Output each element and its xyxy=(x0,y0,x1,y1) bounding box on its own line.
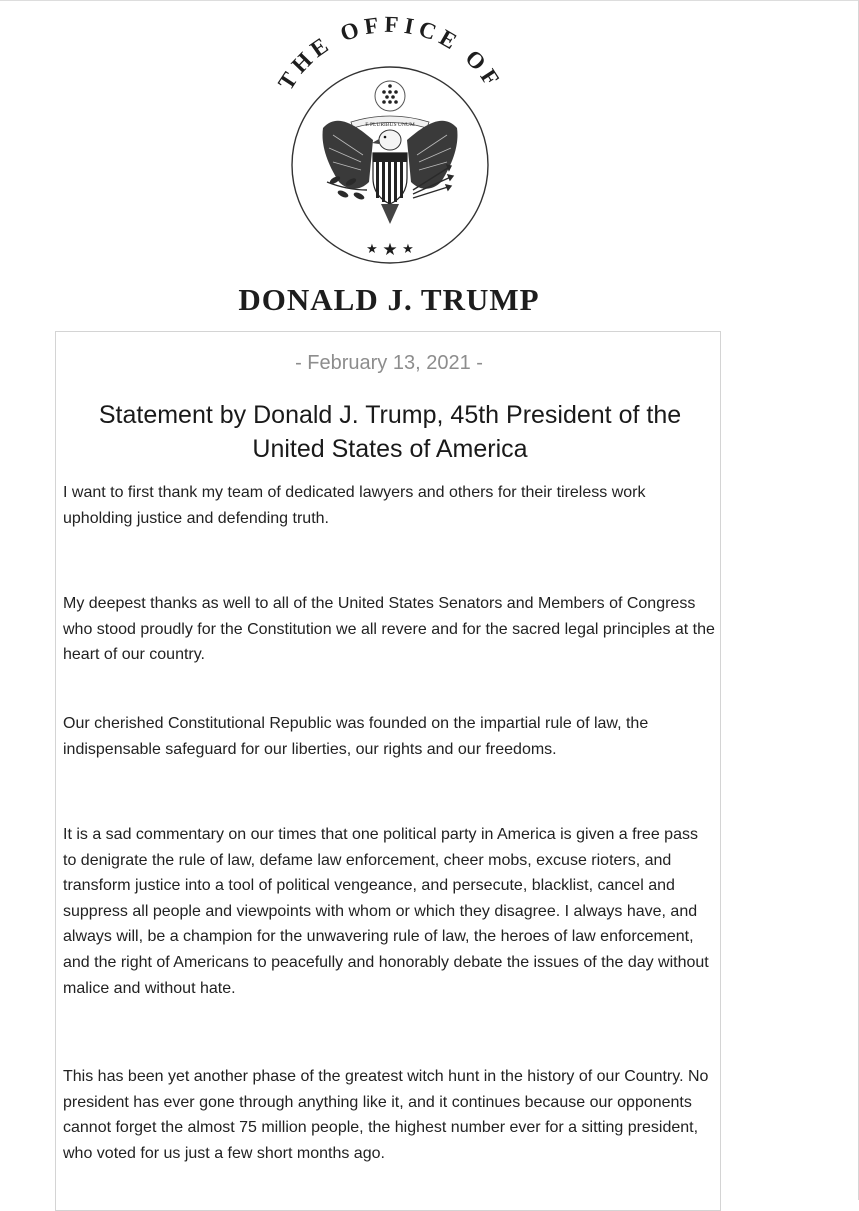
statement-title-line-1: Statement by Donald J. Trump, 45th President of the xyxy=(98,401,682,429)
statement-title xyxy=(95,398,685,466)
statement-paragraph: This has been yet another phase of the greatest witch hunt in the history of our Country. No president has ever gone through anything like it, and it continues because our opponents cannot forget the almost 75 million people, the highest number ever for a sitting president, who voted for us just a few short months ago. xyxy=(63,1068,709,1162)
statement-paragraph: I want to first thank my team of dedicated lawyers and others for their tireless work upholding justice and defending truth. xyxy=(63,484,646,527)
top-border xyxy=(0,0,859,1)
statement-paragraph: My deepest thanks as well to all of the United States Senators and Members of Congress who stood proudly for the Constitution we all revere and for the sacred legal principles at the heart of our country. xyxy=(63,595,715,664)
office-name-heading: DONALD J. TRUMP xyxy=(238,282,540,317)
svg-text:★: ★ xyxy=(402,242,414,257)
statement-title-line-2: United States of America xyxy=(252,435,528,463)
statement-paragraph: It is a sad commentary on our times that one political party in America is given a free pass to denigrate the rule of law, defame law enforcement, cheer mobs, excuse rioters, and transform justice into a tool of political vengeance, and persecute, blacklist, cancel and suppress all people and viewpoints with whom or which they disagree. I always have, and always will, be a champion for the unwavering rule of law, the heroes of law enforcement, and the right of Americans to peacefully and honorably debate the issues of the day without malice and without hate. xyxy=(63,826,709,997)
svg-text:E PLURIBUS UNUM: E PLURIBUS UNUM xyxy=(365,122,415,128)
statement-date: - February 13, 2021 - xyxy=(295,352,483,374)
statement-paragraph: Our cherished Constitutional Republic was founded on the impartial rule of law, the indispensable safeguard for our liberties, our rights and our freedoms. xyxy=(63,715,649,758)
svg-text:THE OFFICE OF: THE OFFICE OF xyxy=(273,11,507,95)
svg-text:★: ★ xyxy=(382,240,398,260)
presidential-seal-logo xyxy=(255,10,525,280)
svg-text:★: ★ xyxy=(366,242,378,257)
